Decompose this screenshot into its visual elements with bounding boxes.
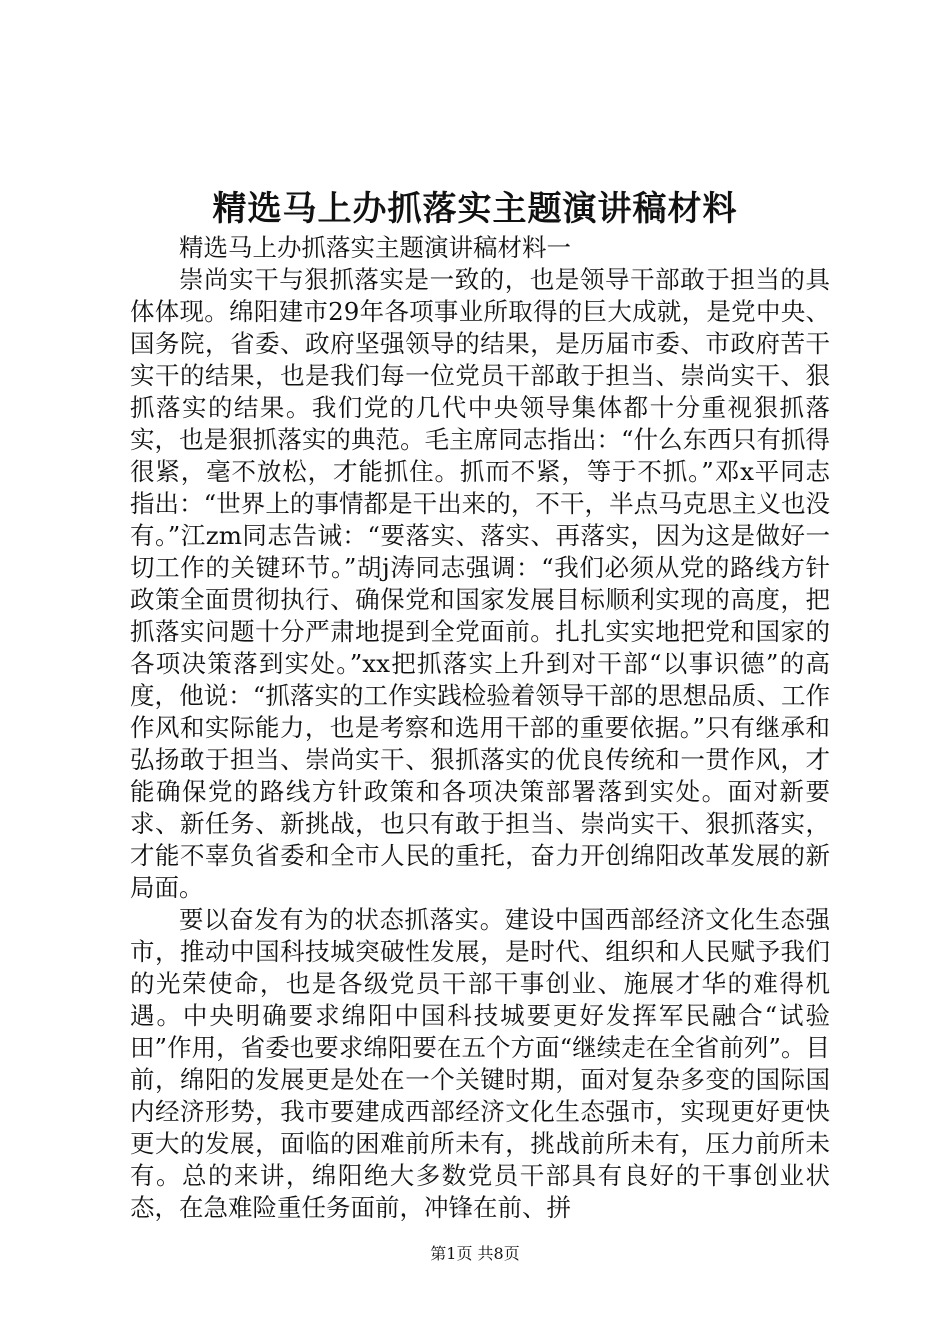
document-title: 精选马上办抓落实主题演讲稿材料: [212, 189, 738, 229]
page-footer: 第1页 共8页: [430, 1244, 520, 1263]
section-heading: 精选马上办抓落实主题演讲稿材料一: [179, 233, 571, 262]
document-body: [130, 232, 830, 1224]
paragraph: 要以奋发有为的状态抓落实。建设中国西部经济文化生态强市，推动中国科技城突破性发展，是时代、组织和人民赋予我们的光荣使命，也是各级党员干部干事创业、施展才华的难得机遇。中央明确要求绵阳中国科技城要更好发挥军民融合“试验田”作用，省委也要求绵阳要在五个方面“继续走在全省前列”。目前，绵阳的发展更是处在一个关键时期，面对复杂多变的国际国内经济形势，我市要建成西部经济文化生态强市，实现更好更快更大的发展，面临的困难前所未有，挑战前所未有，压力前所未有。总的来讲，绵阳绝大多数党员干部具有良好的干事创业状态，在急难险重任务面前，冲锋在前、拼: [130, 905, 830, 1222]
paragraph: 崇尚实干与狠抓落实是一致的，也是领导干部敢于担当的具体体现。绵阳建市29年各项事业所取得的巨大成就，是党中央、国务院，省委、政府坚强领导的结果，是历届市委、市政府苦干实干的结果，也是我们每一位党员干部敢于担当、崇尚实干、狠抓落实的结果。我们党的几代中央领导集体都十分重视狠抓落实，也是狠抓落实的典范。毛主席同志指出：“什么东西只有抓得很紧，毫不放松，才能抓住。抓而不紧，等于不抓。”邓x平同志指出：“世界上的事情都是干出来的，不干，半点马克思主义也没有。”江zm同志告诫：“要落实、落实、再落实，因为这是做好一切工作的关键环节。”胡j涛同志强调：“我们必须从党的路线方针政策全面贯彻执行、确保党和国家发展目标顺利实现的高度，把抓落实问题十分严肃地提到全党面前。扎扎实实地把党和国家的各项决策落到实处。”xx把抓落实上升到对干部“以事识德”的高度，他说：“抓落实的工作实践检验着领导干部的思想品质、工作作风和实际能力，也是考察和选用干部的重要依据。”只有继承和弘扬敢于担当、崇尚实干、狠抓落实的优良传统和一贯作风，才能确保党的路线方针政策和各项决策部署落到实处。面对新要求、新任务、新挑战，也只有敢于担当、崇尚实干、狠抓落实，才能不辜负省委和全市人民的重托，奋力开创绵阳改革发展的新局面。: [130, 265, 830, 902]
